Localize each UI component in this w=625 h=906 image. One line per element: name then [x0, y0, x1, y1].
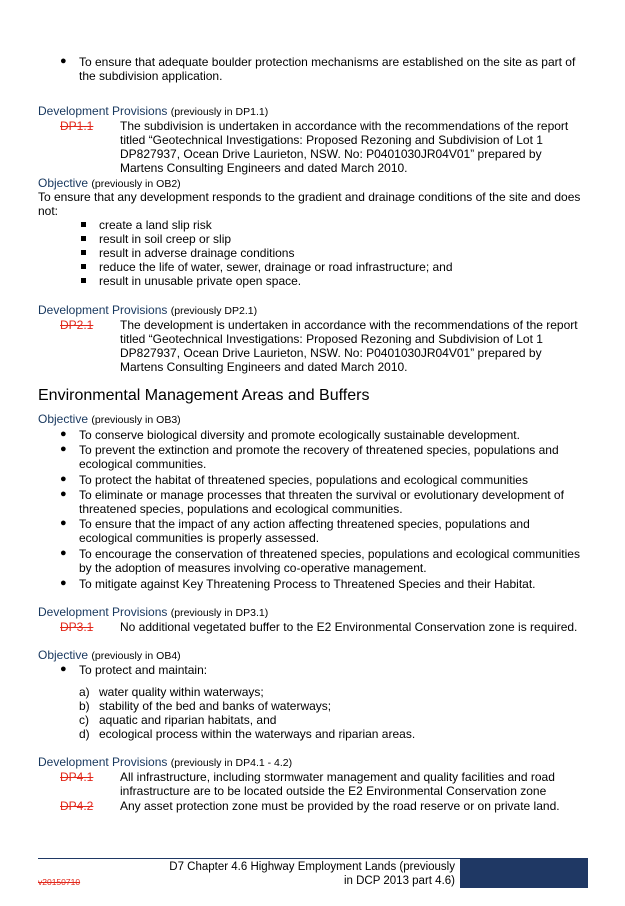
bullet-icon: ● [60, 473, 67, 485]
dp4-heading [38, 755, 292, 770]
bullet-icon: ● [60, 488, 67, 500]
ob4-item-letter: b) [79, 699, 90, 713]
version-stamp: v20150710 [38, 877, 81, 887]
ob4-bullet-1: To protect and maintain: [79, 663, 208, 677]
ob3-bullet-2a: To prevent the extinction and promote the recovery of threatened species, populations and [79, 443, 559, 457]
intro-bullet-line-2: the subdivision application. [79, 69, 223, 83]
footer-color-block [460, 858, 588, 888]
ob3-bullet-4b: threatened species, populations and ecological communities. [79, 502, 403, 516]
bullet-icon: ● [60, 443, 67, 455]
ob3-bullet-6b: by the adoption of measures involving co-operative management. [79, 561, 427, 575]
bullet-icon: ● [60, 663, 67, 675]
ob2-item: result in unusable private open space. [99, 274, 302, 288]
ob4-item-letter: c) [79, 713, 89, 727]
square-bullet-icon [81, 222, 86, 227]
footer-rule [38, 858, 460, 859]
dp2-line-1: The development is undertaken in accordance with the recommendations of the report [120, 318, 578, 332]
ob4-item-letter: a) [79, 685, 90, 699]
ob2-line-1: To ensure that any development responds to the gradient and drainage conditions of the site and does [38, 190, 581, 204]
footer-title-line-1: D7 Chapter 4.6 Highway Employment Lands (previously [169, 861, 455, 873]
ob3-previous-ref: (previously in OB3) [91, 414, 181, 426]
ob2-item: result in adverse drainage conditions [99, 246, 295, 260]
dp2-previous-ref: (previously DP2.1) [170, 305, 258, 317]
bullet-icon: ● [60, 547, 67, 559]
dp1-line-1: The subdivision is undertaken in accordance with the recommendations of the report [120, 119, 569, 133]
dp2-code: DP2.1 [60, 318, 94, 332]
ob4-item-text: stability of the bed and banks of waterways; [99, 699, 332, 713]
ob3-bullet-1: To conserve biological diversity and promote ecologically sustainable development. [79, 428, 520, 442]
dp3-heading-label: Development Provisions [38, 605, 168, 619]
ob3-heading [38, 412, 181, 427]
square-bullet-icon [81, 236, 86, 241]
dp4-line-1a: All infrastructure, including stormwater management and quality facilities and road [120, 770, 555, 784]
dp3-code: DP3.1 [60, 620, 94, 634]
dp4-heading-label: Development Provisions [38, 755, 168, 769]
ob4-previous-ref: (previously in OB4) [91, 650, 181, 662]
ob2-line-2: not: [38, 204, 59, 218]
intro-bullet-line-1: To ensure that adequate boulder protection mechanisms are established on the site as part of [79, 55, 576, 69]
ob2-heading [38, 176, 181, 191]
dp4-line-2: Any asset protection zone must be provided by the road reserve or on private land. [120, 799, 560, 813]
bullet-icon: ● [60, 577, 67, 589]
dp2-heading [38, 303, 257, 318]
dp4-code-2: DP4.2 [60, 799, 94, 813]
ob3-bullet-4a: To eliminate or manage processes that threaten the survival or evolutionary development of [79, 488, 564, 502]
section-title: Environmental Management Areas and Buffers [38, 387, 370, 404]
ob4-heading-label: Objective [38, 648, 89, 662]
dp3-heading [38, 605, 268, 620]
bullet-icon: ● [60, 428, 67, 440]
bullet-icon: ● [60, 55, 67, 67]
dp2-line-3: DP827937, Ocean Drive Laurieton, NSW. No: P0401030JR04V01” prepared by [120, 346, 542, 360]
ob3-bullet-5b: ecological communities is properly assessed. [79, 531, 320, 545]
dp1-heading [38, 104, 268, 119]
ob2-previous-ref: (previously in OB2) [91, 178, 181, 190]
ob2-item: reduce the life of water, sewer, drainage or road infrastructure; and [99, 260, 453, 274]
ob3-bullet-5a: To ensure that the impact of any action affecting threatened species, populations and [79, 517, 530, 531]
ob4-heading [38, 648, 181, 663]
dp1-line-4: Martens Consulting Engineers and dated March 2010. [120, 161, 408, 175]
dp1-line-2: titled “Geotechnical Investigations: Proposed Rezoning and Subdivision of Lot 1 [120, 133, 543, 147]
dp2-line-4: Martens Consulting Engineers and dated March 2010. [120, 360, 408, 374]
dp4-previous-ref: (previously in DP4.1 - 4.2) [170, 757, 293, 769]
dp1-code: DP1.1 [60, 119, 94, 133]
dp2-line-2: titled “Geotechnical Investigations: Proposed Rezoning and Subdivision of Lot 1 [120, 332, 543, 346]
dp1-previous-ref: (previously in DP1.1) [170, 106, 269, 118]
ob3-bullet-6a: To encourage the conservation of threatened species, populations and ecological communities [79, 547, 580, 561]
ob2-heading-label: Objective [38, 176, 89, 190]
ob4-item-letter: d) [79, 727, 90, 741]
square-bullet-icon [81, 250, 86, 255]
ob3-bullet-2b: ecological communities. [79, 457, 207, 471]
ob3-bullet-7: To mitigate against Key Threatening Process to Threatened Species and their Habitat. [79, 577, 536, 591]
ob3-bullet-3: To protect the habitat of threatened species, populations and ecological communities [79, 473, 528, 487]
dp3-previous-ref: (previously in DP3.1) [170, 607, 269, 619]
dp4-code-1: DP4.1 [60, 770, 94, 784]
square-bullet-icon [81, 264, 86, 269]
ob2-item: create a land slip risk [99, 218, 212, 232]
ob3-heading-label: Objective [38, 412, 89, 426]
square-bullet-icon [81, 278, 86, 283]
ob4-item-text: ecological process within the waterways and riparian areas. [99, 727, 416, 741]
dp4-line-1b: infrastructure are to be located outside the E2 Environmental Conservation zone [120, 784, 547, 798]
dp2-heading-label: Development Provisions [38, 303, 168, 317]
dp3-line-1: No additional vegetated buffer to the E2 Environmental Conservation zone is required. [120, 620, 578, 634]
dp1-line-3: DP827937, Ocean Drive Laurieton, NSW. No: P0401030JR04V01” prepared by [120, 147, 542, 161]
ob4-item-text: aquatic and riparian habitats, and [99, 713, 277, 727]
bullet-icon: ● [60, 517, 67, 529]
ob4-item-text: water quality within waterways; [99, 685, 264, 699]
ob2-item: result in soil creep or slip [99, 232, 232, 246]
footer-title-line-2: in DCP 2013 part 4.6) [343, 875, 455, 887]
dp1-heading-label: Development Provisions [38, 104, 168, 118]
